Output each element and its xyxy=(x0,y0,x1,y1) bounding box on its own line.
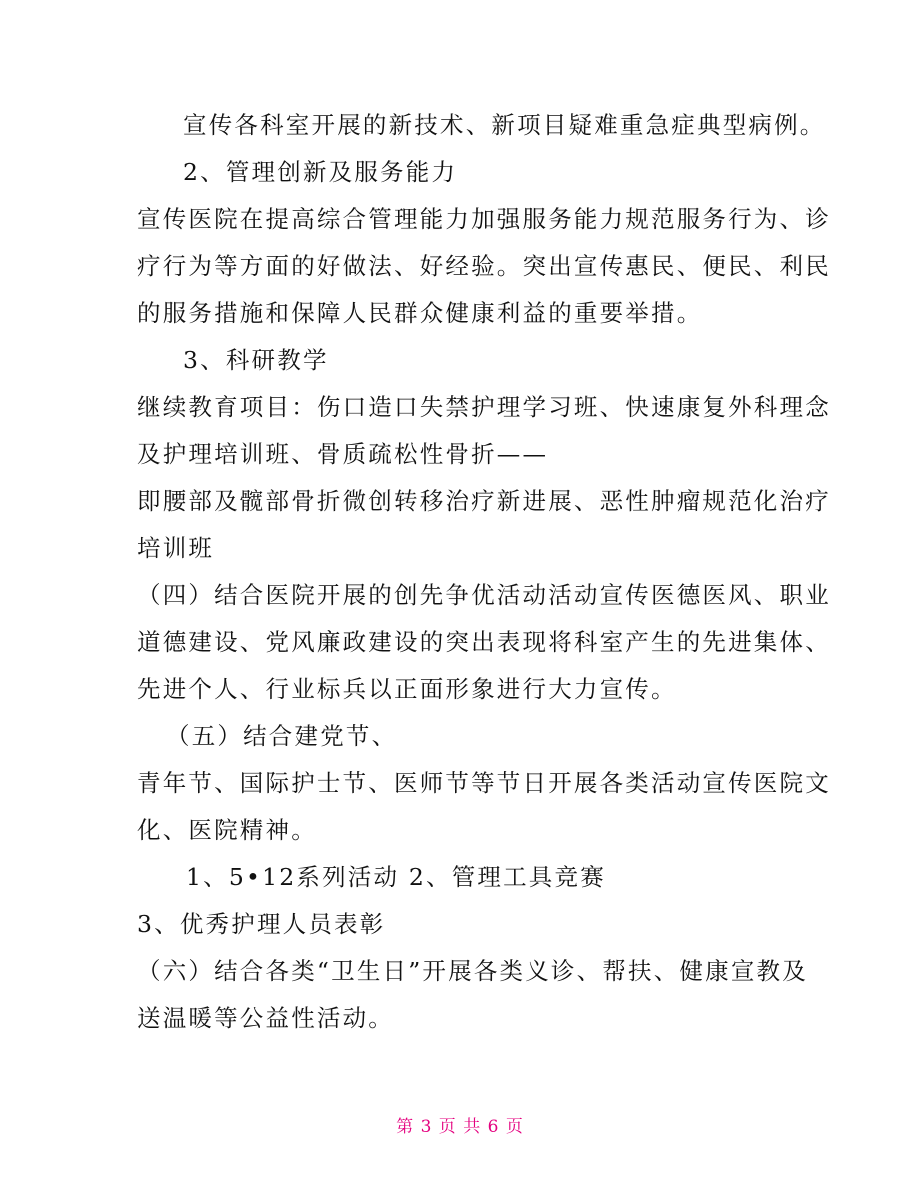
section-four-line-2: 道德建设、党风廉政建设的突出表现将科室产生的先进集体、 xyxy=(137,628,831,656)
section-five-line-2: 化、医院精神。 xyxy=(137,816,317,844)
section-heading-management: 2、管理创新及服务能力 xyxy=(183,158,458,186)
text-line-7: 继续教育项目：伤口造口失禁护理学习班、快速康复外科理念 xyxy=(137,393,831,421)
text-line-1: 宣传各科室开展的新技术、新项目疑难重急症典型病例。 xyxy=(183,111,826,139)
section-four-line-1: （四）结合医院开展的创先争优活动活动宣传医德医风、职业 xyxy=(137,581,831,609)
section-six-line-2: 送温暖等公益性活动。 xyxy=(137,1004,394,1032)
activity-item-3: 3、优秀护理人员表彰 xyxy=(137,910,386,938)
section-five-heading: （五）结合建党节、 xyxy=(166,722,398,750)
text-line-5: 的服务措施和保障人民群众健康利益的重要举措。 xyxy=(137,299,703,327)
text-line-9: 即腰部及髋部骨折微创转移治疗新进展、恶性肿瘤规范化治疗 xyxy=(137,487,831,515)
section-four-line-3: 先进个人、行业标兵以正面形象进行大力宣传。 xyxy=(137,675,677,703)
section-heading-research: 3、科研教学 xyxy=(183,346,329,374)
text-line-3: 宣传医院在提高综合管理能力加强服务能力规范服务行为、诊 xyxy=(137,205,831,233)
activity-list-line: 1、5•12系列活动 2、管理工具竞赛 xyxy=(186,863,606,891)
text-line-8: 及护理培训班、骨质疏松性骨折—— xyxy=(137,440,549,468)
section-five-line-1: 青年节、国际护士节、医师节等节日开展各类活动宣传医院文 xyxy=(137,769,831,797)
text-line-4: 疗行为等方面的好做法、好经验。突出宣传惠民、便民、利民 xyxy=(137,252,831,280)
text-line-10: 培训班 xyxy=(137,534,215,562)
page-number-footer: 第 3 页 共 6 页 xyxy=(396,1117,524,1137)
section-six-line-1: （六）结合各类“卫生日”开展各类义诊、帮扶、健康宣教及 xyxy=(137,957,808,985)
